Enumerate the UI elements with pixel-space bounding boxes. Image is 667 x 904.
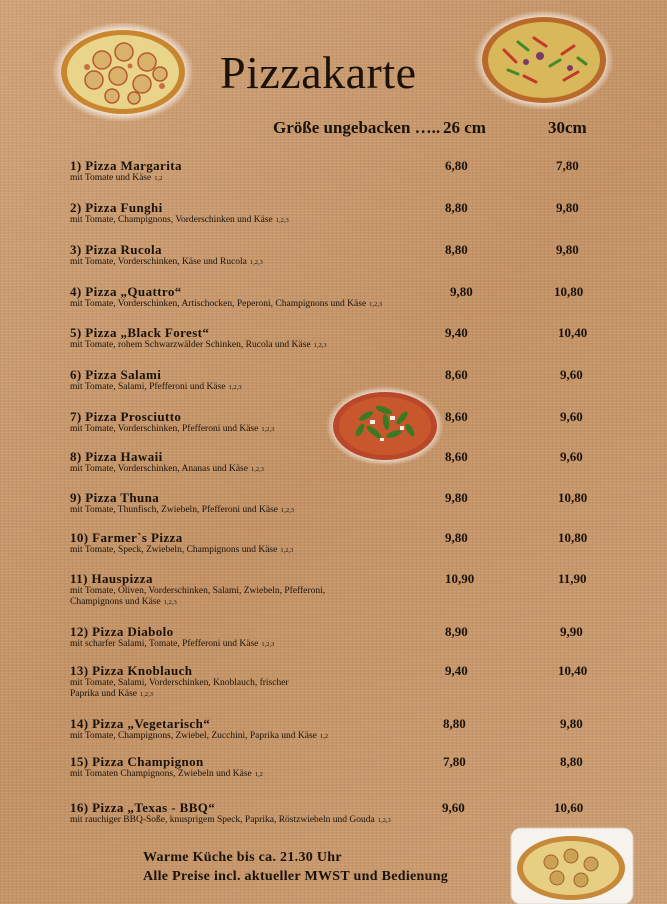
price-30cm: 9,80 <box>556 200 579 215</box>
allergen-codes: 1,2,3 <box>250 466 264 473</box>
price-30cm: 7,80 <box>556 158 579 173</box>
allergen-codes: 1,2,3 <box>377 817 391 824</box>
menu-item <box>70 801 630 826</box>
price-30cm: 11,90 <box>558 571 587 586</box>
menu-item-name: 15) Pizza Champignon <box>70 754 204 769</box>
price-30cm: 10,40 <box>558 325 588 340</box>
price-30cm: 9,60 <box>560 409 583 424</box>
allergen-codes: 1,2,3 <box>313 342 327 349</box>
price-26cm: 8,60 <box>445 367 468 382</box>
menu-item-description: mit rauchiger BBQ-Soße, knusprigem Speck, Paprika, Röstzwiebeln und Gouda 1,2,3 <box>70 815 391 825</box>
footer-note <box>143 848 448 886</box>
menu-item-name: 8) Pizza Hawaii <box>70 449 163 464</box>
menu-item <box>70 664 630 700</box>
price-30cm: 10,80 <box>554 284 584 299</box>
menu-item-description: mit Tomate, Thunfisch, Zwiebeln, Pfefferoni und Käse 1,2,3 <box>70 505 295 515</box>
menu-item-description: mit Tomate und Käse 1,2 <box>70 173 163 183</box>
menu-item-description: mit Tomate, Vorderschinken, Pfefferoni und Käse 1,2,3 <box>70 424 275 434</box>
menu-item-name: 12) Pizza Diabolo <box>70 624 174 639</box>
menu-item <box>70 572 630 608</box>
menu-item-name: 16) Pizza „Texas - BBQ“ <box>70 800 216 815</box>
price-30cm: 9,80 <box>560 716 583 731</box>
menu-item <box>70 531 630 556</box>
menu-item-description: mit Tomate, Speck, Zwiebeln, Champignons und Käse 1,2,3 <box>70 545 294 555</box>
pizza-image-top-right <box>474 10 614 110</box>
price-26cm: 9,80 <box>445 530 468 545</box>
menu-item-description: mit Tomate, Champignons, Vorderschinken und Käse 1,2,3 <box>70 215 289 225</box>
allergen-codes: 1,2 <box>254 771 263 778</box>
allergen-codes: 1,2,3 <box>280 547 294 554</box>
price-30cm: 9,90 <box>560 624 583 639</box>
price-26cm: 9,80 <box>450 284 473 299</box>
size-header <box>0 118 667 140</box>
menu-item-description: mit Tomate, Salami, Vorderschinken, Knoblauch, frischer Paprika und Käse 1,2,3 <box>70 678 289 699</box>
price-30cm: 10,40 <box>558 663 588 678</box>
allergen-codes: 1,2,3 <box>275 217 289 224</box>
menu-item-name: 4) Pizza „Quattro“ <box>70 284 182 299</box>
allergen-codes: 1,2 <box>154 175 163 182</box>
price-26cm: 8,90 <box>445 624 468 639</box>
allergen-codes: 1,2 <box>319 733 329 740</box>
menu-item <box>70 625 630 650</box>
menu-item-description: mit Tomate, Salami, Pfefferoni und Käse 1,2,3 <box>70 382 242 392</box>
menu-item <box>70 717 630 742</box>
price-26cm: 6,80 <box>445 158 468 173</box>
allergen-codes: 1,2,3 <box>228 384 242 391</box>
menu-item-description: mit Tomaten Champignons, Zwiebeln und Käse 1,2 <box>70 769 263 779</box>
menu-item <box>70 201 630 226</box>
size-header-30cm: 30cm <box>548 118 587 137</box>
menu-item-name: 5) Pizza „Black Forest“ <box>70 325 210 340</box>
price-26cm: 9,80 <box>445 490 468 505</box>
allergen-codes: 1,2,3 <box>249 259 263 266</box>
price-26cm: 8,80 <box>445 200 468 215</box>
menu-item <box>70 159 630 184</box>
price-26cm: 8,80 <box>443 716 466 731</box>
menu-item <box>70 491 630 516</box>
price-26cm: 8,60 <box>445 449 468 464</box>
menu-item-description: mit Tomate, Vorderschinken, Artischocken, Peperoni, Champignons und Käse 1,2,3 <box>70 299 383 309</box>
price-26cm: 8,60 <box>445 409 468 424</box>
page-title: Pizzakarte <box>220 47 417 98</box>
price-30cm: 8,80 <box>560 754 583 769</box>
menu-item-name: 1) Pizza Margarita <box>70 158 182 173</box>
price-26cm: 7,80 <box>443 754 466 769</box>
menu-item-name: 9) Pizza Thuna <box>70 490 160 505</box>
allergen-codes: 1,2,3 <box>261 641 275 648</box>
pizza-image-top-left <box>52 22 194 122</box>
size-header-26cm: 26 cm <box>443 118 486 137</box>
menu-item <box>70 326 630 351</box>
allergen-codes: 1,2,3 <box>281 507 295 514</box>
price-26cm: 10,90 <box>445 571 475 586</box>
menu-item-description: mit Tomate, Oliven, Vorderschinken, Salami, Zwiebeln, Pfefferoni, Champignons und Käse 1,2,3 <box>70 586 326 607</box>
menu-item-name: 10) Farmer`s Pizza <box>70 530 183 545</box>
menu-item <box>70 368 630 393</box>
size-header-label: Größe ungebacken ….. <box>273 118 441 137</box>
price-30cm: 10,60 <box>554 800 584 815</box>
menu-item-name: 6) Pizza Salami <box>70 367 162 382</box>
menu-item-name: 13) Pizza Knoblauch <box>70 663 193 678</box>
price-26cm: 9,40 <box>445 325 468 340</box>
menu-item-name: 3) Pizza Rucola <box>70 242 162 257</box>
price-30cm: 10,80 <box>558 490 588 505</box>
menu-item-description: mit scharfer Salami, Tomate, Pfefferoni und Käse 1,2,3 <box>70 639 275 649</box>
kitchen-hours: Warme Küche bis ca. 21.30 Uhr <box>143 850 342 865</box>
price-30cm: 9,60 <box>560 367 583 382</box>
price-30cm: 10,80 <box>558 530 588 545</box>
menu-item-description: mit Tomate, rohem Schwarzwälder Schinken, Rucola und Käse 1,2,3 <box>70 340 327 350</box>
menu-item-name: 7) Pizza Prosciutto <box>70 409 182 424</box>
price-30cm: 9,60 <box>560 449 583 464</box>
allergen-codes: 1,2,3 <box>369 301 383 308</box>
price-26cm: 8,80 <box>445 242 468 257</box>
menu-item <box>70 243 630 268</box>
price-26cm: 9,40 <box>445 663 468 678</box>
menu-item-description: mit Tomate, Vorderschinken, Ananas und Käse 1,2,3 <box>70 464 264 474</box>
menu-item <box>70 450 630 475</box>
menu-item <box>70 755 630 780</box>
menu-item-description: mit Tomate, Champignons, Zwiebel, Zucchini, Paprika und Käse 1,2 <box>70 731 329 741</box>
menu-item-name: 11) Hauspizza <box>70 571 153 586</box>
menu-item <box>70 285 630 310</box>
menu-item-name: 14) Pizza „Vegetarisch“ <box>70 716 211 731</box>
pizza-image-bottom-right <box>505 826 637 904</box>
price-note: Alle Preise incl. aktueller MWST und Bedienung <box>143 869 449 884</box>
price-30cm: 9,80 <box>556 242 579 257</box>
menu-item <box>70 410 630 435</box>
price-26cm: 9,60 <box>442 800 465 815</box>
allergen-codes: 1,2,3 <box>140 691 154 698</box>
allergen-codes: 1,2,3 <box>261 426 275 433</box>
allergen-codes: 1,2,3 <box>163 599 177 606</box>
menu-item-name: 2) Pizza Funghi <box>70 200 163 215</box>
menu-item-description: mit Tomate, Vorderschinken, Käse und Rucola 1,2,3 <box>70 257 263 267</box>
